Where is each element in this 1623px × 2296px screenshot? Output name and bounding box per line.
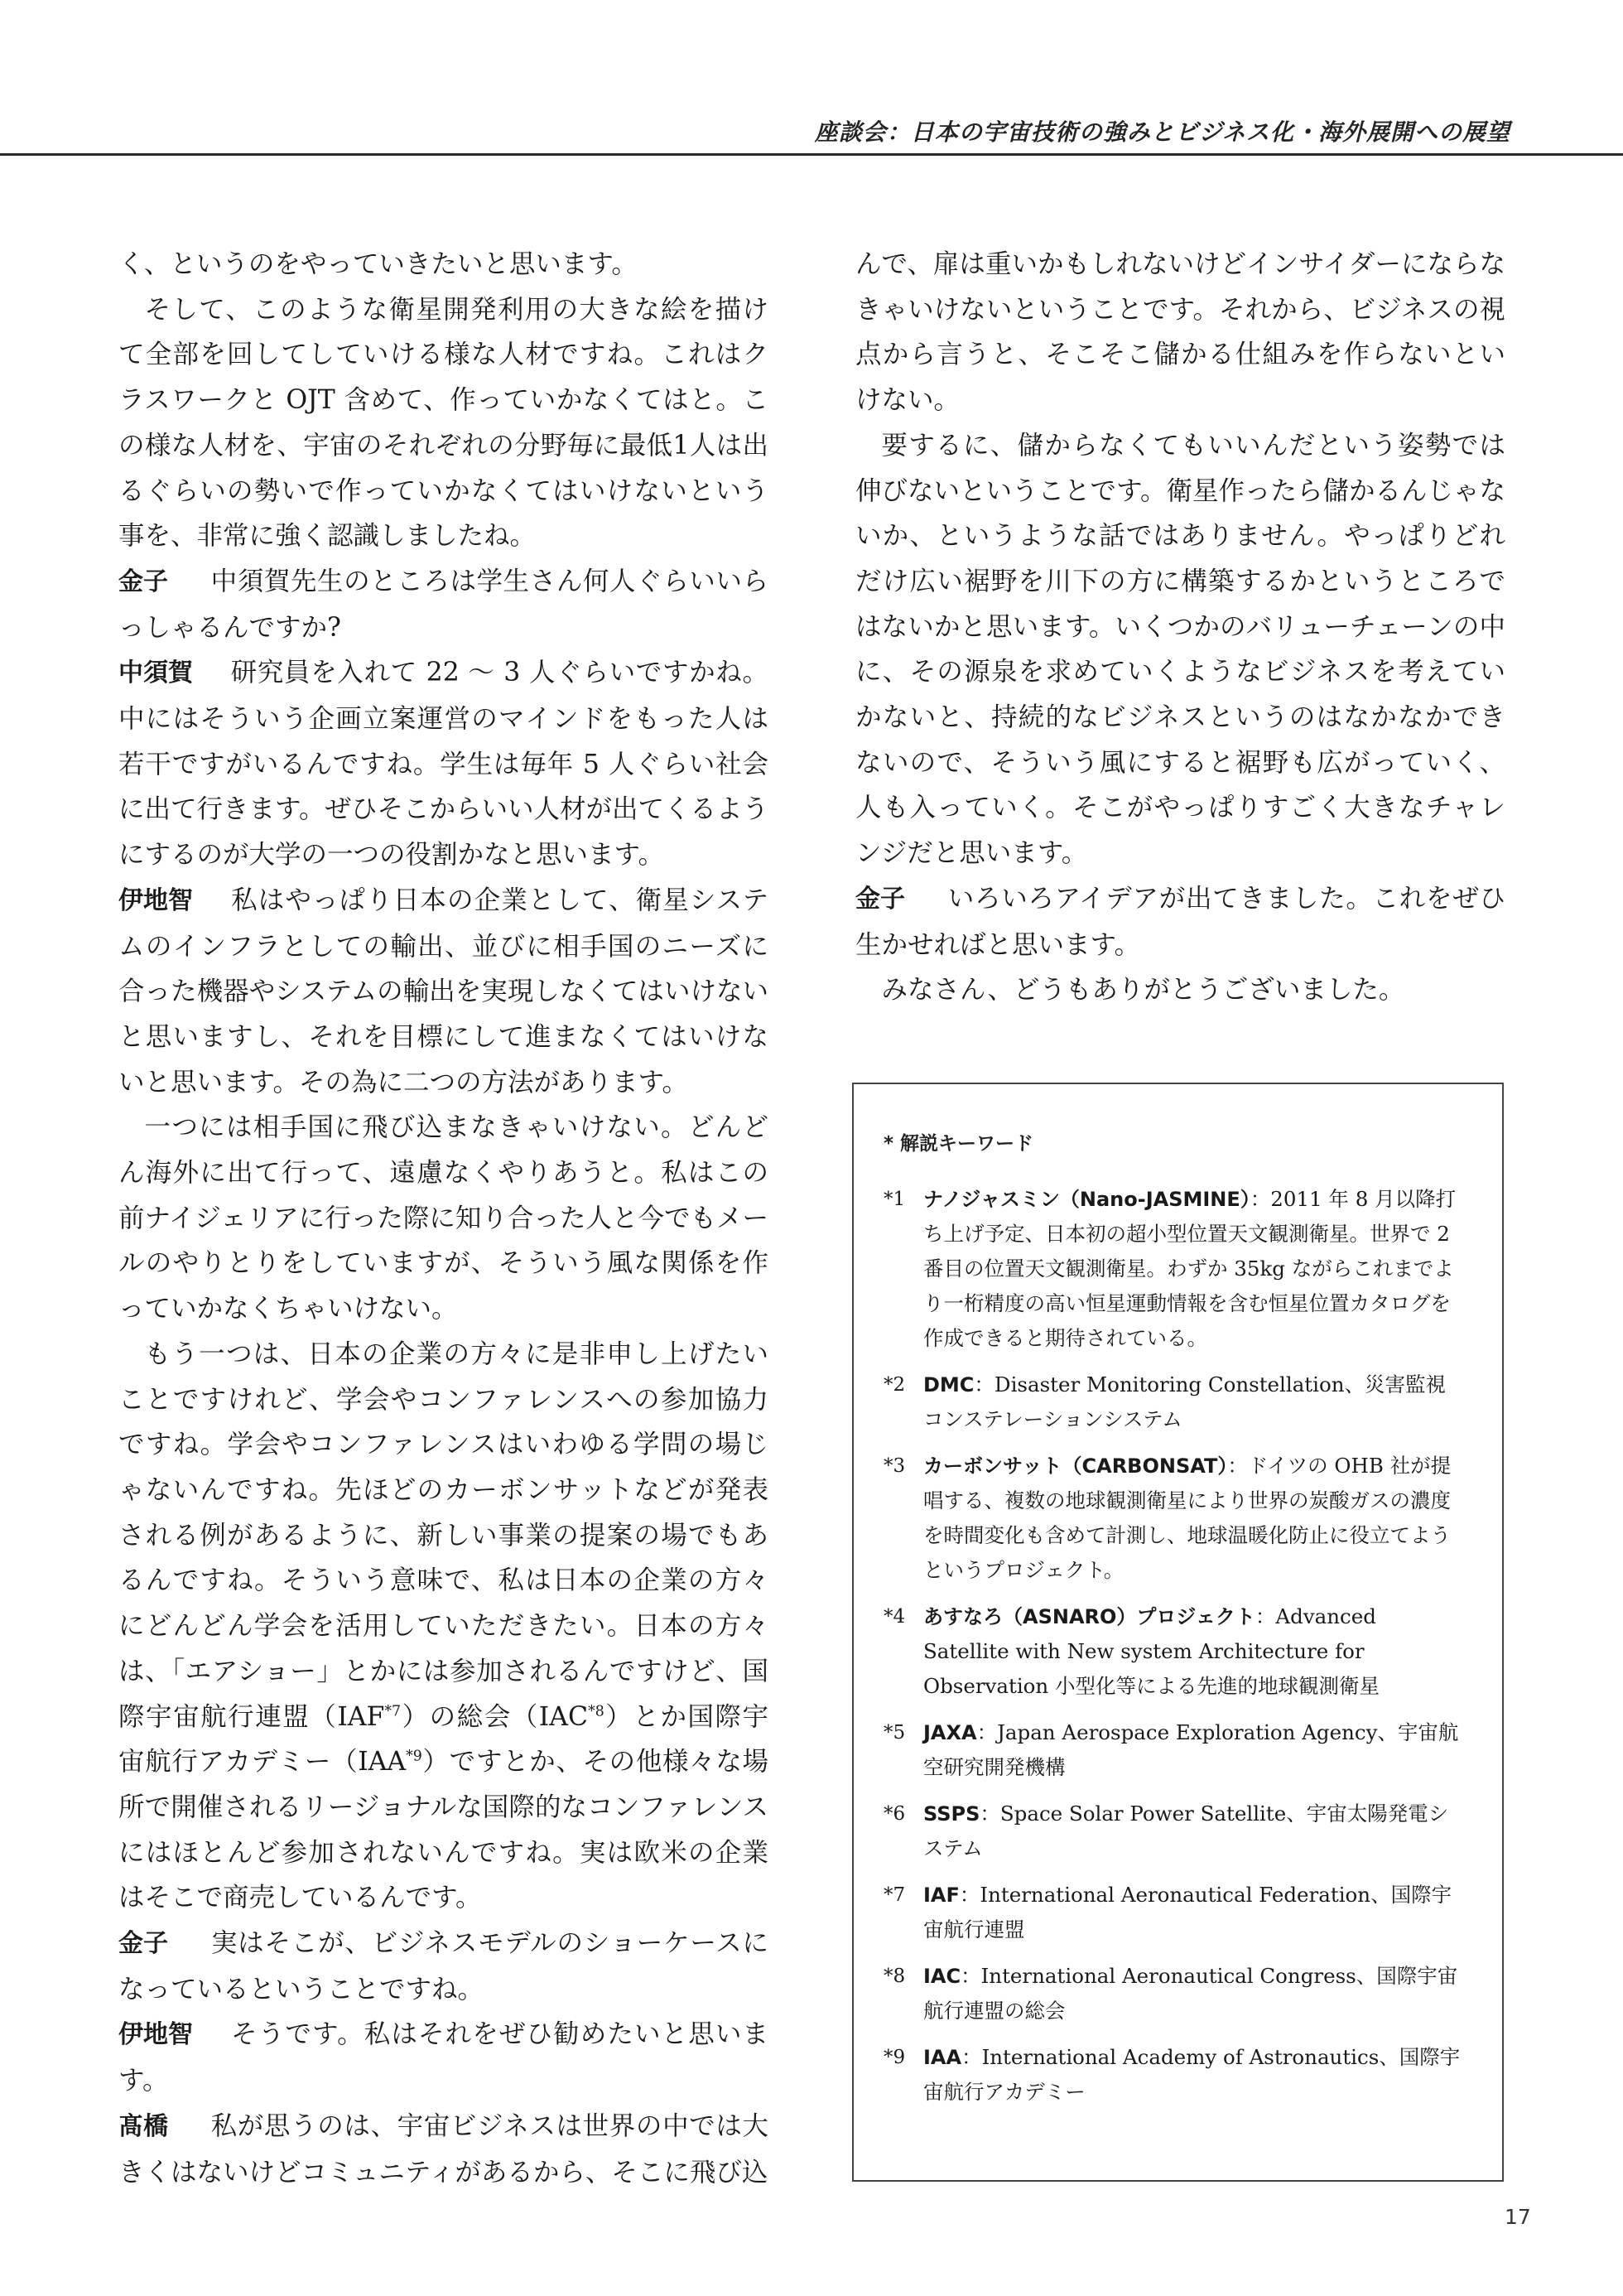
keyword-text xyxy=(923,1599,1463,1704)
paragraph xyxy=(855,423,1505,876)
paragraph xyxy=(118,1332,768,1921)
keyword-description: ：International Academy of Astronautics、国際宇宙航行アカデミー xyxy=(923,2045,1461,2104)
keyword-description: ：Advanced Satellite with New system Architecture for Observation 小型化等による先進的地球観測衛星 xyxy=(923,1604,1380,1698)
paragraph-text: そして、このような衛星開発利用の大きな絵を描けて全部を回してしていける様な人材ですね。これはクラスワークと OJT 含めて、作っていかなくてはと。この様な人材を、宇宙のそれぞれの分野毎に最低1人は出るぐらいの勢いで作っていかなくてはいけないという事を、非常に強く認識しましたね。 xyxy=(118,294,768,552)
keyword-box-title: * 解説キーワード xyxy=(884,1133,1034,1155)
keyword-description: ：International Aeronautical Federation、国際宇宙航行連盟 xyxy=(923,1883,1452,1941)
keyword-list xyxy=(884,1128,1463,2121)
keyword-description: ：Disaster Monitoring Constellation、災害監視コンステレーションシステム xyxy=(923,1372,1447,1431)
running-header: 座談会：日本の宇宙技術の強みとビジネス化・海外展開への展望 xyxy=(814,118,1510,146)
speaker-paragraph xyxy=(118,878,768,1106)
header-rule xyxy=(0,153,1623,156)
keyword-term: IAC xyxy=(923,1965,961,1988)
keyword-term: カーボンサット（CARBONSAT） xyxy=(923,1454,1228,1478)
speaker-paragraph xyxy=(118,650,768,878)
left-column xyxy=(118,242,768,2195)
paragraph-text: 中須賀先生のところは学生さん何人ぐらいいらっしゃるんですか? xyxy=(118,566,768,643)
speaker-name: 伊地智 xyxy=(118,885,193,915)
keyword-item xyxy=(884,1959,1463,2028)
paragraph xyxy=(118,242,768,287)
paragraph xyxy=(118,287,768,559)
keyword-description: ：International Aeronautical Congress、国際宇宙航行連盟の総会 xyxy=(923,1964,1458,2023)
keyword-term: あすなろ（ASNARO）プロジェクト xyxy=(923,1605,1255,1628)
paragraph xyxy=(118,1105,768,1332)
speaker-paragraph xyxy=(855,876,1505,967)
speaker-name: 伊地智 xyxy=(118,2020,193,2050)
paragraph-text: ）ですとか、その他様々な場所で開催されるリージョナルな国際的なコンファレンスにはほとんど参加されないんですね。実は欧米の企業はそこで商売しているんです。 xyxy=(118,1747,768,1913)
paragraph-text: 一つには相手国に飛び込まなきゃいけない。どんどん海外に出て行って、遠慮なくやりあうと。私はこの前ナイジェリアに行った際に知り合った人と今でもメールのやりとりをしていますが、そういう風な関係を作っていかなくちゃいけない。 xyxy=(118,1112,768,1324)
keyword-term: JAXA xyxy=(923,1721,977,1744)
keyword-description: ：Space Solar Power Satellite、宇宙太陽発電システム xyxy=(923,1802,1449,1860)
paragraph-text: ）とか国際宇宙航行アカデミー（IAA xyxy=(118,1701,768,1777)
speaker-name: 髙橋 xyxy=(118,2111,168,2141)
paragraph xyxy=(855,242,1505,423)
keyword-text xyxy=(923,1878,1463,1947)
keyword-term: ナノジャスミン（Nano-JASMINE） xyxy=(923,1188,1250,1211)
speaker-name: 金子 xyxy=(118,567,168,596)
keyword-text xyxy=(923,1182,1463,1356)
paragraph-text: いろいろアイデアが出てきました。これをぜひ生かせればと思います。 xyxy=(855,883,1505,960)
keyword-text xyxy=(923,1715,1463,1785)
keyword-item xyxy=(884,1182,1463,1356)
footnote-ref: *9 xyxy=(406,1748,422,1765)
paragraph-text: んで、扉は重いかもしれないけどインサイダーにならなきゃいけないということです。それから、ビジネスの視点から言うと、そこそこ儲かる仕組みを作らないといけない。 xyxy=(855,249,1505,416)
speaker-name: 中須賀 xyxy=(118,658,193,688)
paragraph-text: そうです。私はそれをぜひ勧めたいと思います。 xyxy=(118,2019,768,2096)
keyword-term: IAF xyxy=(923,1884,960,1907)
paragraph-text: 私はやっぱり日本の企業として、衛星システムのインフラとしての輸出、並びに相手国のニーズに合った機器やシステムの輸出を実現しなくてはいけないと思いますし、それを目標にして進まなくてはいけないと思います。その為に二つの方法があります。 xyxy=(118,885,768,1097)
speaker-paragraph xyxy=(118,1921,768,2012)
speaker-name: 金子 xyxy=(855,884,905,914)
keyword-description: ：ドイツの OHB 社が提唱する、複数の地球観測衛星により世界の炭酸ガスの濃度を時間変化も含めて計測し、地球温暖化防止に役立てようというプロジェクト。 xyxy=(923,1454,1452,1582)
keyword-description: ：2011 年 8 月以降打ち上げ予定、日本初の超小型位置天文観測衛星。世界で 2 番目の位置天文観測衛星。わずか 35kg ながらこれまでより一桁精度の高い恒星運動情報を含む恒星位置カタログを作成できると期待されている。 xyxy=(923,1187,1457,1350)
keyword-glossary-box xyxy=(852,1083,1504,2182)
right-column xyxy=(855,242,1505,1013)
keyword-term: SSPS xyxy=(923,1802,980,1826)
paragraph xyxy=(855,967,1505,1013)
paragraph-text: 実はそこが、ビジネスモデルのショーケースになっているということですね。 xyxy=(118,1928,768,2004)
keyword-number: *3 xyxy=(884,1455,906,1477)
keyword-text xyxy=(923,1797,1463,1866)
speaker-paragraph xyxy=(118,2012,768,2103)
keyword-item xyxy=(884,1367,1463,1437)
keyword-term: DMC xyxy=(923,1373,975,1396)
keyword-item xyxy=(884,1878,1463,1947)
footnote-ref: *8 xyxy=(588,1703,604,1720)
keyword-text xyxy=(923,1367,1463,1437)
keyword-number: *6 xyxy=(884,1803,906,1825)
keyword-number: *4 xyxy=(884,1606,906,1628)
keyword-number: *2 xyxy=(884,1374,906,1396)
paragraph-text: く、というのをやっていきたいと思います。 xyxy=(118,249,638,279)
paragraph-text: もう一つは、日本の企業の方々に是非申し上げたいことですけれど、学会やコンファレンスへの参加協力ですね。学会やコンファレンスはいわゆる学問の場じゃないんですね。先ほどのカーボンサットなどが発表される例があるように、新しい事業の提案の場でもあるんですね。そういう意味で、私は日本の企業の方々にどんどん学会を活用していただきたい。日本の方々は、「エアショー」とかには参加されるんですけど、国際宇宙航行連盟（IAF xyxy=(118,1339,768,1732)
paragraph-text: 私が思うのは、宇宙ビジネスは世界の中では大きくはないけどコミュニティがあるから、そこに飛び込 xyxy=(118,2110,768,2187)
keyword-description: ：Japan Aerospace Exploration Agency、宇宙航空研究開発機構 xyxy=(923,1720,1459,1779)
keyword-number: *1 xyxy=(884,1189,906,1210)
speaker-paragraph xyxy=(118,2104,768,2195)
paragraph-text: みなさん、どうもありがとうございました。 xyxy=(881,975,1405,1006)
keyword-number: *8 xyxy=(884,1966,906,1987)
keyword-number: *5 xyxy=(884,1722,906,1744)
keyword-number: *9 xyxy=(884,2047,906,2068)
paragraph-text: ）の総会（IAC xyxy=(401,1701,589,1732)
keyword-item xyxy=(884,2040,1463,2110)
keyword-text xyxy=(923,2040,1463,2110)
page-number: 17 xyxy=(1505,2205,1531,2229)
keyword-term: IAA xyxy=(923,2046,962,2069)
paragraph-text: 要するに、儲からなくてもいいんだという姿勢では伸びないということです。衛星作ったら儲かるんじゃないか、というような話ではありません。やっぱりどれだけ広い裾野を川下の方に構築するかというところではないかと思います。いくつかのバリューチェーンの中に、その源泉を求めていくようなビジネスを考えていかないと、持続的なビジネスというのはなかなかできないので、そういう風にすると裾野も広がっていく、人も入っていく。そこがやっぱりすごく大きなチャレンジだと思います。 xyxy=(855,430,1505,869)
keyword-text xyxy=(923,1449,1463,1588)
keyword-text xyxy=(923,1959,1463,2028)
paragraph-text: 研究員を入れて 22 ～ 3 人ぐらいですかね。中にはそういう企画立案運営のマインドをもった人は若干ですがいるんですね。学生は毎年 5 人ぐらい社会に出て行きます。ぜひそこからいい人材が出てくるようにするのが大学の一つの役割かなと思います。 xyxy=(118,658,768,871)
keyword-number: *7 xyxy=(884,1884,906,1906)
keyword-item xyxy=(884,1599,1463,1704)
keyword-item xyxy=(884,1449,1463,1588)
speaker-name: 金子 xyxy=(118,1929,168,1959)
keyword-item xyxy=(884,1797,1463,1866)
speaker-paragraph xyxy=(118,559,768,650)
keyword-item xyxy=(884,1715,1463,1785)
footnote-ref: *7 xyxy=(384,1703,402,1720)
